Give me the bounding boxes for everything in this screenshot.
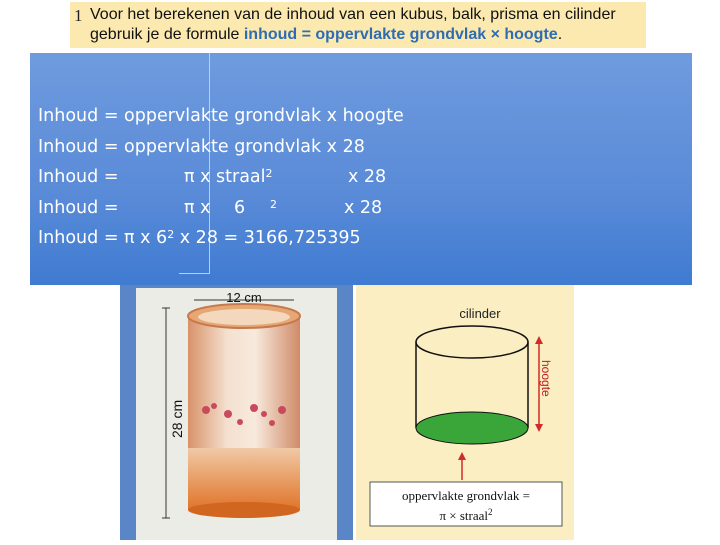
cylinder-title: cilinder [459,306,501,321]
cylinder-base [416,412,528,444]
vase-opening [198,309,290,325]
cylinder-svg [356,282,574,540]
exercise-number: 1 [74,6,83,25]
vase-illustration [136,288,337,540]
height-label: hoogte [539,360,553,397]
width-label: 12 cm [226,290,262,305]
vase-bottom-ellipse [188,502,300,518]
vase-photo-background [136,288,337,540]
instruction-banner [70,2,646,48]
instruction-line-1: Voor het berekenen van de inhoud van een kubus, balk, prisma en cilinder [90,6,616,23]
base-label-line-2: π × straal$^2$ [439,507,493,523]
calc-row-5-text: Inhoud = π x $6^2$ x 28 = 3166,725395 [38,228,361,248]
base-label-line-1: oppervlakte grondvlak = [402,488,530,503]
vase-base [188,448,300,510]
calculation-panel: Inhoud = oppervlakte grondvlak x hoogte Inhoud = oppervlakte grondvlak x 28 Inhoud = π x straal$^2$ x 28 Inhoud = π x 6 $^2$ x 28 Inhoud = π x $6^2$ x 28 = 3166,725395 [30,53,692,285]
instruction-prefix: gebruik je de formule [90,26,244,43]
vase-photo [120,282,353,540]
cylinder-diagram [356,282,574,540]
instruction-suffix: . [557,26,563,43]
height-label: 28 cm [169,399,185,438]
formula-text: inhoud = oppervlakte grondvlak × hoogte [243,26,558,43]
instruction-line-2 [90,26,562,44]
cylinder-top [416,326,528,358]
calc-row-3-formula: π x straal$^2$ [184,167,273,187]
